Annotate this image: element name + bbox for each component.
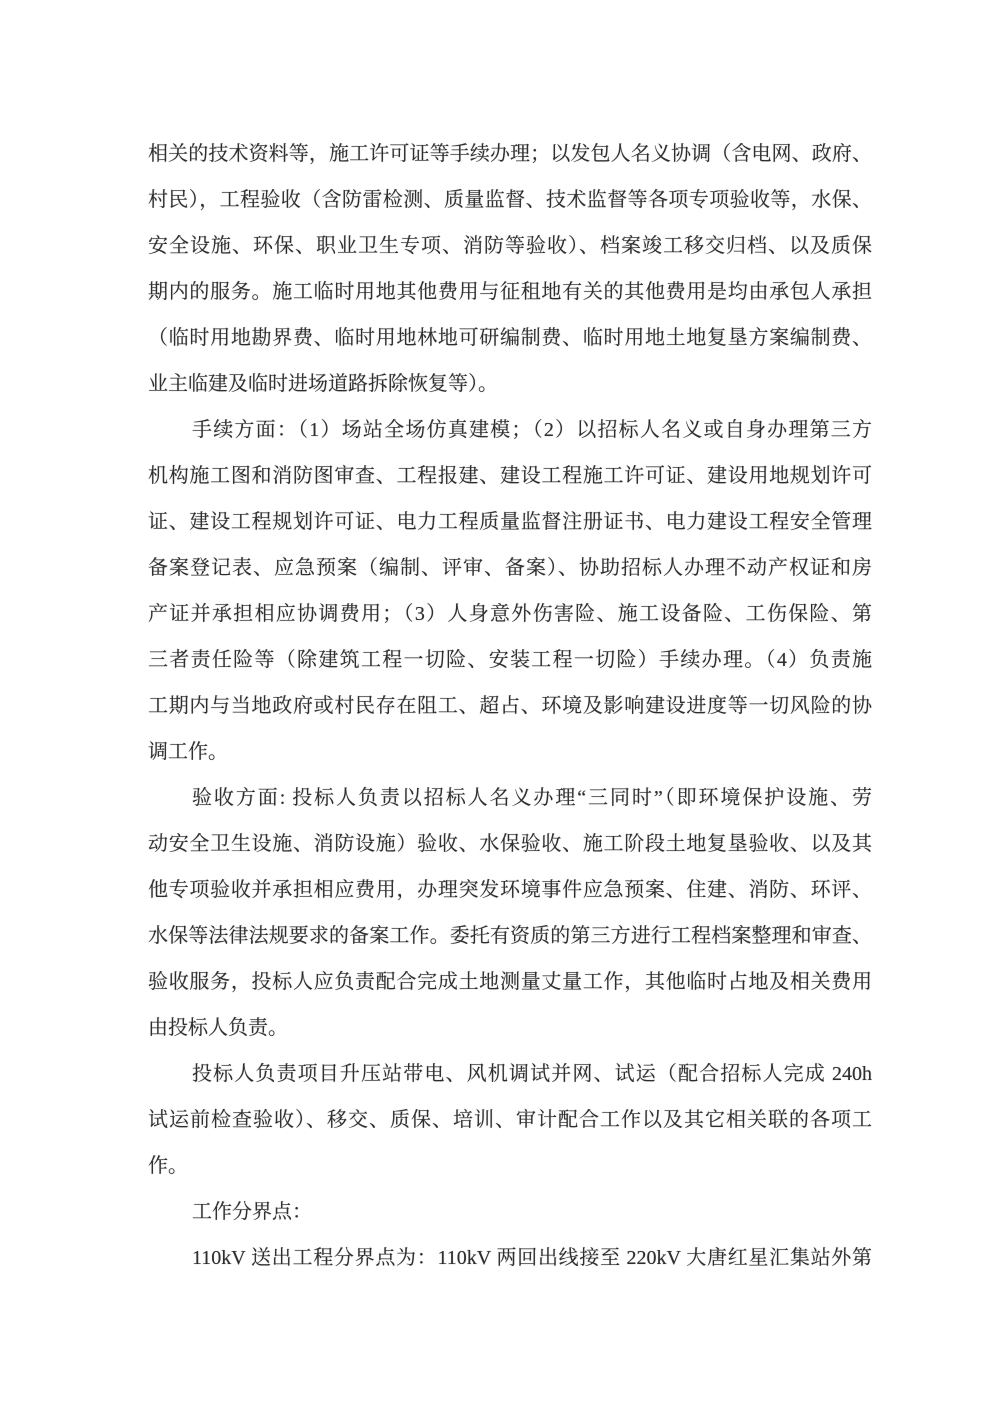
text-line: 工期内与当地政府或村民存在阻工、超占、环境及影响建设进度等一切风险的协 <box>148 695 872 717</box>
text-line: 验收服务，投标人应负责配合完成土地测量丈量工作，其他临时占地及相关费用 <box>148 971 872 993</box>
text-line: 工作分界点： <box>192 1201 312 1223</box>
text-line: 投标人负责项目升压站带电、风机调试并网、试运（配合招标人完成 240h <box>192 1063 872 1085</box>
text-line: 作。 <box>148 1155 188 1177</box>
text-line: 证、建设工程规划许可证、电力工程质量监督注册证书、电力建设工程安全管理 <box>148 511 872 533</box>
text-line: 由投标人负责。 <box>148 1017 288 1039</box>
text-line: 期内的服务。施工临时用地其他费用与征租地有关的其他费用是均由承包人承担 <box>148 281 872 303</box>
text-line: 三者责任险等（除建筑工程一切险、安装工程一切险）手续办理。（4）负责施 <box>148 649 872 671</box>
text-line: 机构施工图和消防图审查、工程报建、建设工程施工许可证、建设用地规划许可 <box>148 465 872 487</box>
text-line: 手续方面：（1）场站全场仿真建模；（2）以招标人名义或自身办理第三方 <box>192 419 872 441</box>
text-line: （临时用地勘界费、临时用地林地可研编制费、临时用地土地复垦方案编制费、 <box>148 327 872 349</box>
document-body <box>148 131 872 1281</box>
text-line: 安全设施、环保、职业卫生专项、消防等验收）、档案竣工移交归档、以及质保 <box>148 235 872 257</box>
text-line: 调工作。 <box>148 741 228 763</box>
text-line: 业主临建及临时进场道路拆除恢复等）。 <box>148 373 498 395</box>
text-line: 备案登记表、应急预案（编制、评审、备案）、协助招标人办理不动产权证和房 <box>148 557 872 579</box>
text-line: 110kV 送出工程分界点为：110kV 两回出线接至 220kV 大唐红星汇集站外第 <box>192 1247 872 1269</box>
text-line: 动安全卫生设施、消防设施）验收、水保验收、施工阶段土地复垦验收、以及其 <box>148 833 872 855</box>
text-line: 验收方面: 投标人负责以招标人名义办理“三同时”（即环境保护设施、劳 <box>192 787 872 809</box>
text-line: 相关的技术资料等，施工许可证等手续办理；以发包人名义协调（含电网、政府、 <box>148 143 872 165</box>
text-line: 村民），工程验收（含防雷检测、质量监督、技术监督等各项专项验收等，水保、 <box>148 189 872 211</box>
text-line: 水保等法律法规要求的备案工作。委托有资质的第三方进行工程档案整理和审查、 <box>148 925 872 947</box>
text-line: 试运前检查验收）、移交、质保、培训、审计配合工作以及其它相关联的各项工 <box>148 1109 872 1131</box>
text-line: 他专项验收并承担相应费用，办理突发环境事件应急预案、住建、消防、环评、 <box>148 879 872 901</box>
text-line: 产证并承担相应协调费用；（3）人身意外伤害险、施工设备险、工伤保险、第 <box>148 603 872 625</box>
